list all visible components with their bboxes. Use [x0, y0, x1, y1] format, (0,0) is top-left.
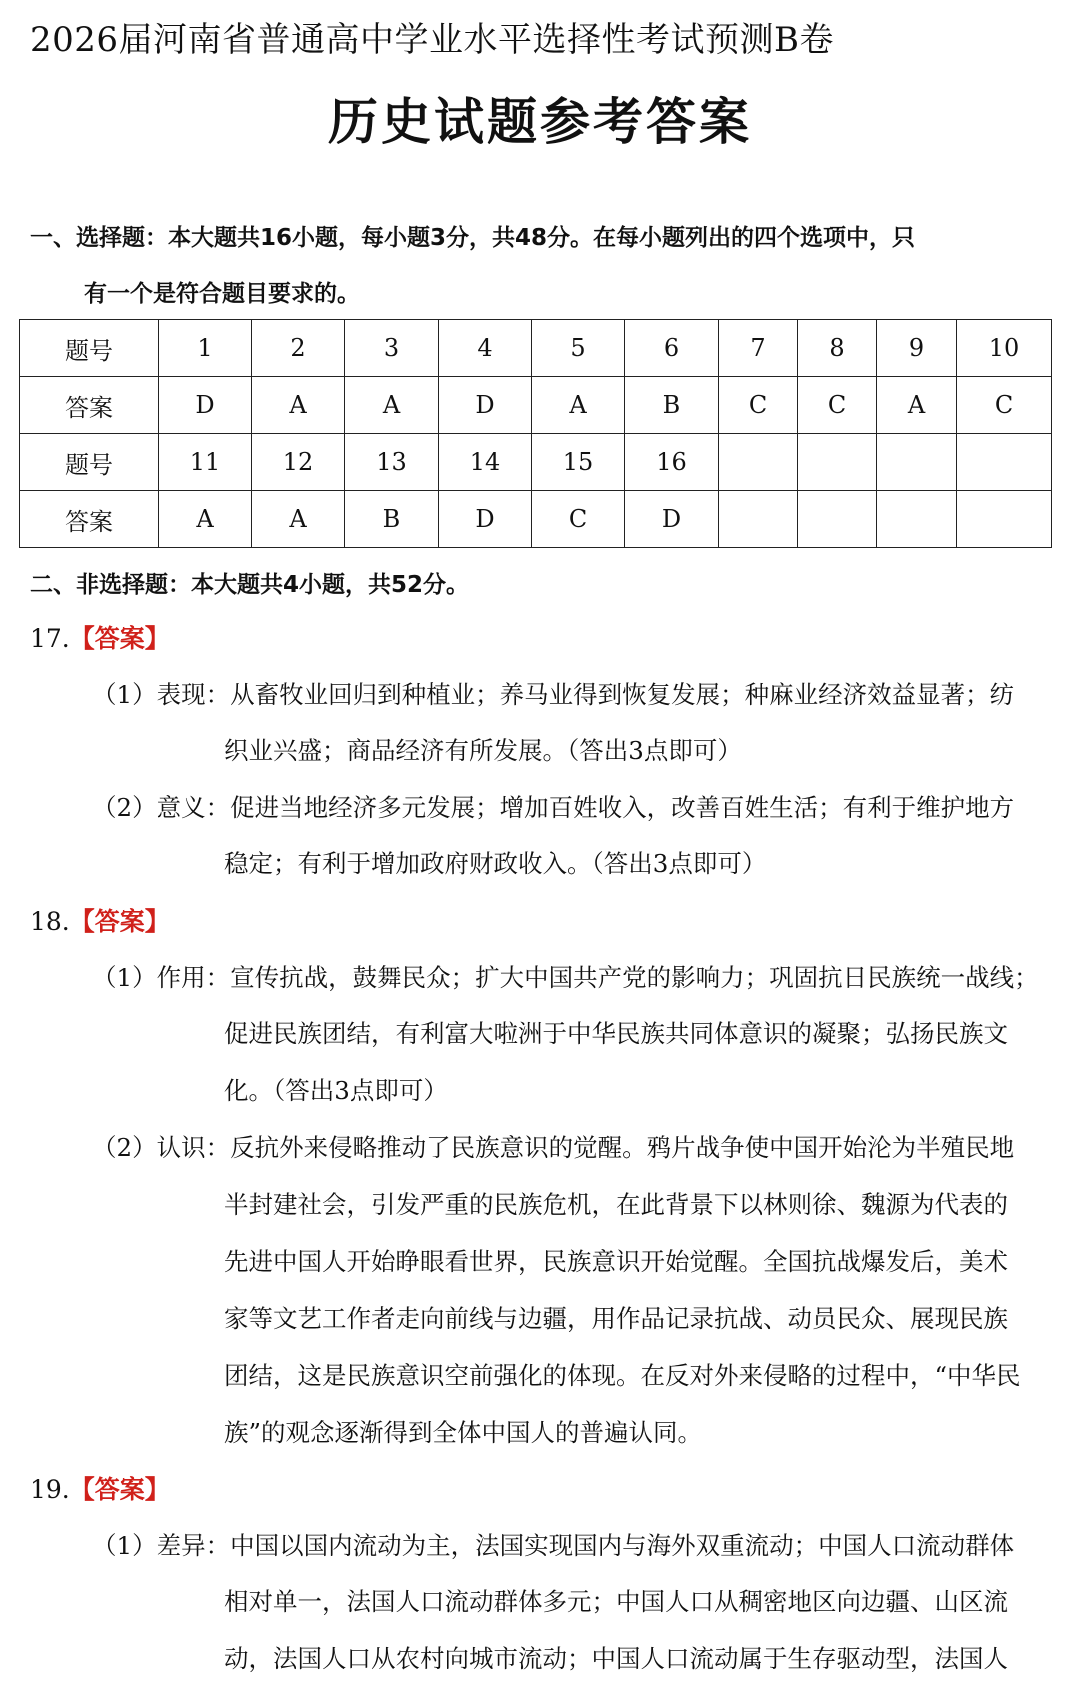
- answer-tag: 【答案】: [69, 1475, 170, 1504]
- answer-table-row: [20, 320, 1052, 377]
- table-cell: [957, 491, 1052, 548]
- table-cell: 9: [877, 320, 957, 377]
- answer-table-row: [20, 434, 1052, 491]
- answer-tag: 【答案】: [69, 907, 170, 936]
- table-cell: 15: [532, 434, 625, 491]
- question-number: 17.: [30, 624, 70, 653]
- answer-line: 半封建社会，引发严重的民族危机，在此背景下以林则徐、魏源为代表的: [224, 1190, 1008, 1219]
- table-cell: 14: [439, 434, 532, 491]
- table-cell: [877, 491, 957, 548]
- document-title: 历史试题参考答案: [328, 93, 752, 151]
- table-cell: [877, 434, 957, 491]
- table-cell: [719, 434, 798, 491]
- table-cell: A: [252, 377, 345, 434]
- answer-line: 促进民族团结，有利富大啦洲于中华民族共同体意识的凝聚；弘扬民族文: [224, 1019, 1008, 1048]
- table-cell: 3: [345, 320, 439, 377]
- table-cell: 4: [439, 320, 532, 377]
- table-cell: D: [159, 377, 252, 434]
- table-cell: 5: [532, 320, 625, 377]
- table-cell: A: [345, 377, 439, 434]
- table-cell: C: [798, 377, 877, 434]
- table-cell: C: [719, 377, 798, 434]
- answer-line: 化。（答出3点即可）: [224, 1076, 448, 1105]
- answer-table-row: [20, 377, 1052, 434]
- table-cell: 7: [719, 320, 798, 377]
- table-cell: 8: [798, 320, 877, 377]
- answer-line: 稳定；有利于增加政府财政收入。（答出3点即可）: [224, 849, 767, 878]
- table-cell: A: [252, 491, 345, 548]
- table-cell: C: [532, 491, 625, 548]
- answer-line: （2）意义：促进当地经济多元发展；增加百姓收入，改善百姓生活；有利于维护地方: [92, 793, 1015, 822]
- table-cell: 6: [625, 320, 719, 377]
- section1-heading: 一、选择题：本大题共16小题，每小题3分，共48分。在每小题列出的四个选项中，只: [30, 225, 916, 251]
- table-cell: D: [439, 491, 532, 548]
- question-number: 19.: [30, 1475, 70, 1504]
- answer-line: （1）表现：从畜牧业回归到种植业；养马业得到恢复发展；种麻业经济效益显著；纺: [92, 680, 1015, 709]
- table-cell: 2: [252, 320, 345, 377]
- table-cell: [798, 491, 877, 548]
- table-cell: D: [439, 377, 532, 434]
- question-18-label: [30, 902, 170, 938]
- table-cell: 12: [252, 434, 345, 491]
- exam-title: 2026届河南省普通高中学业水平选择性考试预测B卷: [30, 20, 835, 60]
- table-cell: 11: [159, 434, 252, 491]
- table-cell: A: [877, 377, 957, 434]
- table-cell: 16: [625, 434, 719, 491]
- answer-line: 相对单一，法国人口流动群体多元；中国人口从稠密地区向边疆、山区流: [224, 1587, 1008, 1616]
- section2-heading: 二、非选择题：本大题共4小题，共52分。: [30, 572, 470, 598]
- answer-line: 团结，这是民族意识空前强化的体现。在反对外来侵略的过程中，“中华民: [224, 1361, 1021, 1390]
- answer-line: （1）作用：宣传抗战，鼓舞民众；扩大中国共产党的影响力；巩固抗日民族统一战线；: [92, 963, 1039, 992]
- answer-line: （2）认识：反抗外来侵略推动了民族意识的觉醒。鸦片战争使中国开始沦为半殖民地: [92, 1133, 1015, 1162]
- table-cell: 1: [159, 320, 252, 377]
- answer-tag: 【答案】: [69, 624, 170, 653]
- table-cell: C: [957, 377, 1052, 434]
- table-cell: [719, 491, 798, 548]
- answer-line: 家等文艺工作者走向前线与边疆，用作品记录抗战、动员民众、展现民族: [224, 1304, 1008, 1333]
- answer-line: 先进中国人开始睁眼看世界，民族意识开始觉醒。全国抗战爆发后，美术: [224, 1247, 1008, 1276]
- row-header-cell: 答案: [20, 377, 159, 434]
- table-cell: [798, 434, 877, 491]
- row-header-cell: 答案: [20, 491, 159, 548]
- table-cell: A: [532, 377, 625, 434]
- answer-line: （1）差异：中国以国内流动为主，法国实现国内与海外双重流动；中国人口流动群体: [92, 1531, 1015, 1560]
- table-cell: 13: [345, 434, 439, 491]
- row-header-cell: 题号: [20, 320, 159, 377]
- answer-table: [19, 319, 1052, 548]
- row-header-cell: 题号: [20, 434, 159, 491]
- table-cell: B: [625, 377, 719, 434]
- answer-table-row: [20, 491, 1052, 548]
- answer-line: 动，法国人口从农村向城市流动；中国人口流动属于生存驱动型，法国人: [224, 1644, 1008, 1673]
- table-cell: D: [625, 491, 719, 548]
- table-cell: B: [345, 491, 439, 548]
- answer-line: 族”的观念逐渐得到全体中国人的普遍认同。: [224, 1418, 703, 1447]
- table-cell: [957, 434, 1052, 491]
- table-cell: 10: [957, 320, 1052, 377]
- question-number: 18.: [30, 907, 70, 936]
- question-19-label: [30, 1470, 170, 1506]
- answer-line: 织业兴盛；商品经济有所发展。（答出3点即可）: [224, 736, 742, 765]
- table-cell: A: [159, 491, 252, 548]
- question-17-label: [30, 619, 170, 655]
- section1-heading-cont: 有一个是符合题目要求的。: [84, 281, 360, 307]
